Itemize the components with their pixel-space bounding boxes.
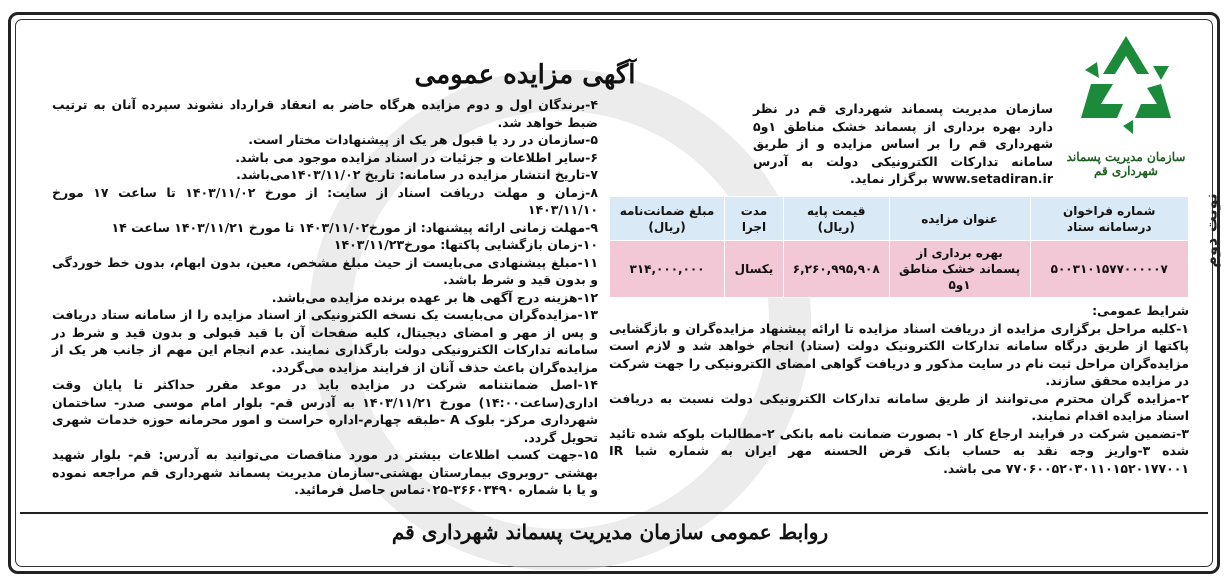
table-header-row	[610, 197, 1189, 241]
header-call-number: شماره فراخوان درسامانه ستاد	[1030, 197, 1189, 241]
cell-call-number: ۵۰۰۳۱۰۱۵۷۷۰۰۰۰۰۷	[1030, 241, 1189, 298]
condition-item: ۵-سازمان در رد یا قبول هر یک از پیشنهادات مختار است.	[248, 132, 598, 147]
condition-item: ۷-تاریخ انتشار مزایده در سامانه: تاریخ ۱۴۰۳/۱۱/۰۲می‌باشد.	[236, 167, 598, 182]
issue-badge	[1196, 170, 1226, 290]
cell-auction-title: بهره برداری از پسماند خشک مناطق ۱و۵	[889, 241, 1030, 298]
condition-item: ۱-کلیه مراحل برگزاری مزایده از دریافت اسناد مزایده تا ارائه پیشنهاد مزایده‌گران و بازگشایی پاکتها از طریق درگاه سامانه تدارکات الکترونیک دولت (ستاد) انجام خواهد شد و لازم است مزایده‌گران مراحل ثبت نام در سایت مذکور و دریافت گواهی امضای الکترونیکی را جهت شرکت در مزایده محقق سازند.	[609, 320, 1189, 388]
condition-item: ۸-زمان و مهلت دریافت اسناد از سایت: از مورخ ۱۴۰۳/۱۱/۰۲ تا ساعت ۱۷ مورخ ۱۴۰۳/۱۱/۱۰	[52, 184, 598, 217]
condition-item: ۲-مزایده گران محترم می‌توانند از طریق سامانه تدارکات الکترونیکی دولت نسبت به دریافت اسناد مزایده اقدام نمایند.	[609, 390, 1189, 423]
header-auction-title: عنوان مزایده	[889, 197, 1030, 241]
logo-caption: سازمان مدیریت پسماند شهرداری قم	[1066, 150, 1186, 178]
condition-item: ۱۰-زمان بازگشایی پاکتها: مورخ۱۴۰۳/۱۱/۲۳	[333, 237, 598, 252]
header-duration: مدت اجرا	[725, 197, 784, 241]
condition-item: ۱۵-جهت کسب اطلاعات بیشتر در مورد مناقصات می‌توانید به آدرس: قم- بلوار شهید بهشتی -روبروی بیمارستان بهشتی-سازمان مدیریت پسماند شهرداری قم مراجعه نموده و یا با شماره ۳۶۶۰۳۴۹۰-۰۲۵تماس حاصل فرمائید.	[52, 447, 598, 497]
condition-item: ۱۲-هزینه درج آگهی ها بر عهده برنده مزایده می‌باشد.	[271, 289, 598, 305]
header-guarantee-amount: مبلغ ضمانت‌نامه (ریال)	[610, 197, 725, 241]
footer-divider	[20, 512, 1208, 514]
general-heading: شرایط عمومی:	[1092, 303, 1189, 318]
issue-badge-text: نوبت دوم	[1201, 192, 1221, 268]
general-conditions	[609, 302, 1189, 477]
condition-item: ۱۳-مزایده‌گران می‌بایست یک نسخه الکترونیکی از اسناد مزایده را از سامانه ستاد دریافت و پس از مهر و امضای دیجیتال، کلیه صفحات آن با قید قبولی و بدون قید و شرط در سامانه تدارکات الکترونیکی دولت بارگذاری نمایند. عدم انجام این مهم از جانب هر یک از مزایده‌گران باعث حذف آنان از فرایند مزایده می‌گردد.	[52, 307, 598, 375]
page-title: آگهی مزایده عمومی	[414, 60, 636, 90]
condition-item: ۳-تضمین شرکت در فرایند ارجاع کار ۱- بصورت ضمانت نامه بانکی ۲-مطالبات بلوکه شده تائید شده ۳-واریز وجه نقد به حساب بانک قرض الحسنه مهر ایران به شماره شبا IR ۷۷۰۶۰۰۵۲۰۳۰۱۱۰۱۵۲۰۱۷۷۰۰۱ می باشد.	[609, 425, 1190, 476]
recycle-icon	[1061, 26, 1191, 146]
condition-item: ۴-برندگان اول و دوم مزایده هرگاه حاضر به انعقاد قرارداد نشوند سپرده آنان به ترتیب ضبط خواهد شد.	[52, 97, 598, 130]
cell-base-price: ۶,۲۶۰,۹۹۵,۹۰۸	[783, 241, 889, 298]
condition-item: ۹-مهلت زمانی ارائه پیشنهاد: از مورخ۱۴۰۳/۱۱/۰۲ تا مورخ ۱۴۰۳/۱۱/۲۱ ساعت ۱۴	[111, 219, 598, 235]
header-base-price: قیمت پایه (ریال)	[783, 197, 889, 241]
condition-item: ۶-سایر اطلاعات و جزئیات در اسناد مزایده موجود می باشد.	[235, 149, 598, 165]
condition-item: ۱۴-اصل ضمانتنامه شرکت در مزایده باید در موعد مقرر حداکثر تا پایان وقت اداری(ساعت۱۴:۰۰) مورخ ۱۴۰۳/۱۱/۲۱ به آدرس قم- بلوار امام موسی صدر- ساختمان شهرداری مرکز- بلوک A -طبقه چهارم-اداره حراست و امور محرمانه حوزه خدمات شهری تحویل گردد.	[52, 377, 598, 445]
cell-guarantee-amount: ۳۱۴,۰۰۰,۰۰۰	[610, 241, 725, 298]
intro-paragraph: سازمان مدیریت پسماند شهرداری قم در نظر دارد بهره برداری از پسماند خشک مناطق ۱و۵ شهرداری قم را بر اساس مزایده و از طریق سامانه تدارکات الکترونیکی دولت به آدرس www.setadiran.ir برگزار نماید.	[753, 101, 1053, 186]
tender-table	[609, 196, 1189, 298]
cell-duration: یکسال	[725, 241, 784, 298]
table-row	[610, 241, 1189, 298]
condition-item: ۱۱-مبلغ پیشنهادی می‌بایست از حیث مبلغ مشخص، معین، بدون ابهام، بدون خط خوردگی و بدون قید و شرط باشد.	[52, 254, 598, 287]
footer-signature: روابط عمومی سازمان مدیریت پسماند شهرداری قم	[391, 520, 829, 544]
conditions-list	[52, 96, 598, 499]
